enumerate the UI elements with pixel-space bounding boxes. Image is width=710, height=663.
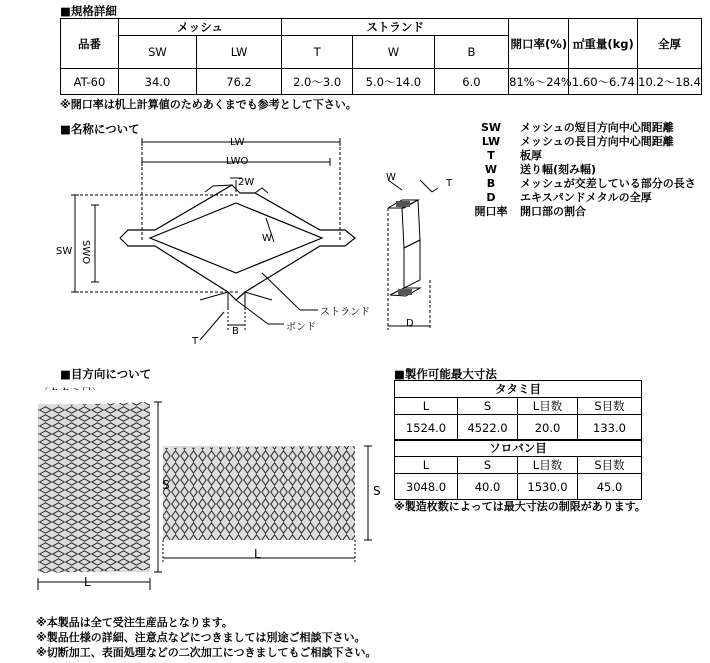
label-side-t: T — [446, 178, 453, 189]
label-bond: ボンド — [286, 322, 316, 333]
legend-key: 開口率 — [474, 205, 508, 218]
soroban-table-caption: ソロバン目 — [395, 440, 642, 457]
cell-b: 6.0 — [434, 69, 509, 95]
cell-weight: 1.60～6.74 — [569, 69, 638, 95]
label-t: T — [192, 336, 199, 347]
header-thickness: 全厚 — [638, 19, 702, 69]
maxsize-note: ※製造枚数によっては最大寸法の制限があります。 — [394, 500, 646, 513]
soroban-value-s: 40.0 — [458, 474, 518, 500]
cell-sw: 34.0 — [118, 69, 196, 95]
tatami-header-l: L — [395, 398, 458, 415]
mesh-direction-diagram — [0, 390, 390, 605]
label-sw: SW — [56, 246, 73, 257]
header-lw: LW — [196, 36, 281, 69]
legend-row — [468, 177, 696, 191]
header-w: W — [353, 36, 435, 69]
soroban-value-lcount: 1530.0 — [518, 474, 578, 500]
cell-t: 2.0～3.0 — [282, 69, 353, 95]
legend-desc: 送り幅(刻み幅) — [520, 163, 597, 176]
soroban-maxsize-table — [394, 439, 642, 500]
soroban-value-l: 3048.0 — [395, 474, 458, 500]
footer-note: ※本製品は全て受注生産品となります。 — [36, 616, 233, 629]
soroban-header-scount: S目数 — [578, 457, 642, 474]
header-t: T — [282, 36, 353, 69]
tatami-l-label: L — [84, 575, 91, 589]
tatami-table-caption: タタミ目 — [395, 381, 642, 398]
soroban-header-l: L — [395, 457, 458, 474]
legend-desc: エキスパンドメタルの全厚 — [520, 191, 652, 204]
legend-key: D — [486, 191, 496, 204]
label-d: D — [406, 318, 414, 329]
label-lw: LW — [230, 137, 245, 148]
cell-w: 5.0～14.0 — [353, 69, 435, 95]
soroban-value-scount: 45.0 — [578, 474, 642, 500]
naming-title: ■名称について — [60, 122, 140, 136]
legend-row — [468, 163, 696, 177]
footer-note: ※切断加工、表面処理などの二次加工につきましてもご相談下さい。 — [36, 646, 377, 659]
header-strand: ストランド — [282, 19, 509, 36]
legend-key: LW — [481, 135, 501, 148]
legend-desc: 開口部の割合 — [520, 205, 586, 218]
footer-note: ※製品仕様の詳細、注意点などにつきましては別途ご相談下さい。 — [36, 631, 366, 644]
soroban-s-label: S — [373, 484, 381, 498]
legend-desc: メッシュが交差している部分の長さ — [520, 177, 696, 190]
legend-key: W — [484, 163, 498, 176]
spec-note: ※開口率は机上計算値のためあくまでも参考として下さい。 — [60, 98, 357, 111]
label-lwo: LWO — [226, 156, 249, 167]
label-side-w: W — [386, 172, 396, 183]
tatami-header-scount: S目数 — [578, 398, 642, 415]
label-w: W — [262, 233, 272, 244]
tatami-header-s: S — [458, 398, 518, 415]
legend-row — [468, 149, 696, 163]
header-open-ratio: 開口率(%) — [509, 19, 569, 69]
header-mesh: メッシュ — [118, 19, 281, 36]
tatami-value-scount: 133.0 — [578, 415, 642, 441]
cell-thickness: 10.2～18.4 — [638, 69, 702, 95]
label-2w: 2W — [238, 177, 255, 188]
header-sw: SW — [118, 36, 196, 69]
soroban-header-s: S — [458, 457, 518, 474]
legend-row — [468, 205, 696, 219]
header-b: B — [434, 36, 509, 69]
cell-lw: 76.2 — [196, 69, 281, 95]
tatami-value-lcount: 20.0 — [518, 415, 578, 441]
legend-desc: メッシュの長目方向中心間距離 — [520, 135, 674, 148]
naming-legend — [468, 121, 696, 219]
header-weight: ㎡重量(kg) — [569, 19, 638, 69]
legend-row — [468, 135, 696, 149]
label-b: B — [232, 326, 239, 337]
legend-key: T — [487, 149, 495, 162]
legend-key: B — [486, 177, 496, 190]
legend-desc: メッシュの短目方向中心間距離 — [520, 121, 674, 134]
spec-table — [60, 18, 702, 95]
maxsize-title: ■製作可能最大寸法 — [394, 367, 497, 381]
direction-title: ■目方向について — [60, 367, 152, 381]
legend-desc: 板厚 — [520, 149, 542, 162]
legend-key: SW — [480, 121, 502, 134]
cell-open-ratio: 81%～24% — [509, 69, 569, 95]
legend-row — [468, 191, 696, 205]
spec-title: ■規格詳細 — [60, 4, 117, 18]
soroban-header-lcount: L目数 — [518, 457, 578, 474]
tatami-s-label: S — [162, 478, 170, 492]
label-swo: SWO — [80, 240, 91, 265]
header-hinban: 品番 — [61, 19, 119, 69]
legend-row — [468, 121, 696, 135]
label-strand: ストランド — [320, 307, 370, 318]
tatami-value-s: 4522.0 — [458, 415, 518, 441]
cell-hinban: AT-60 — [61, 69, 119, 95]
soroban-l-label: L — [254, 547, 261, 561]
tatami-maxsize-table — [394, 380, 642, 441]
tatami-value-l: 1524.0 — [395, 415, 458, 441]
tatami-header-lcount: L目数 — [518, 398, 578, 415]
